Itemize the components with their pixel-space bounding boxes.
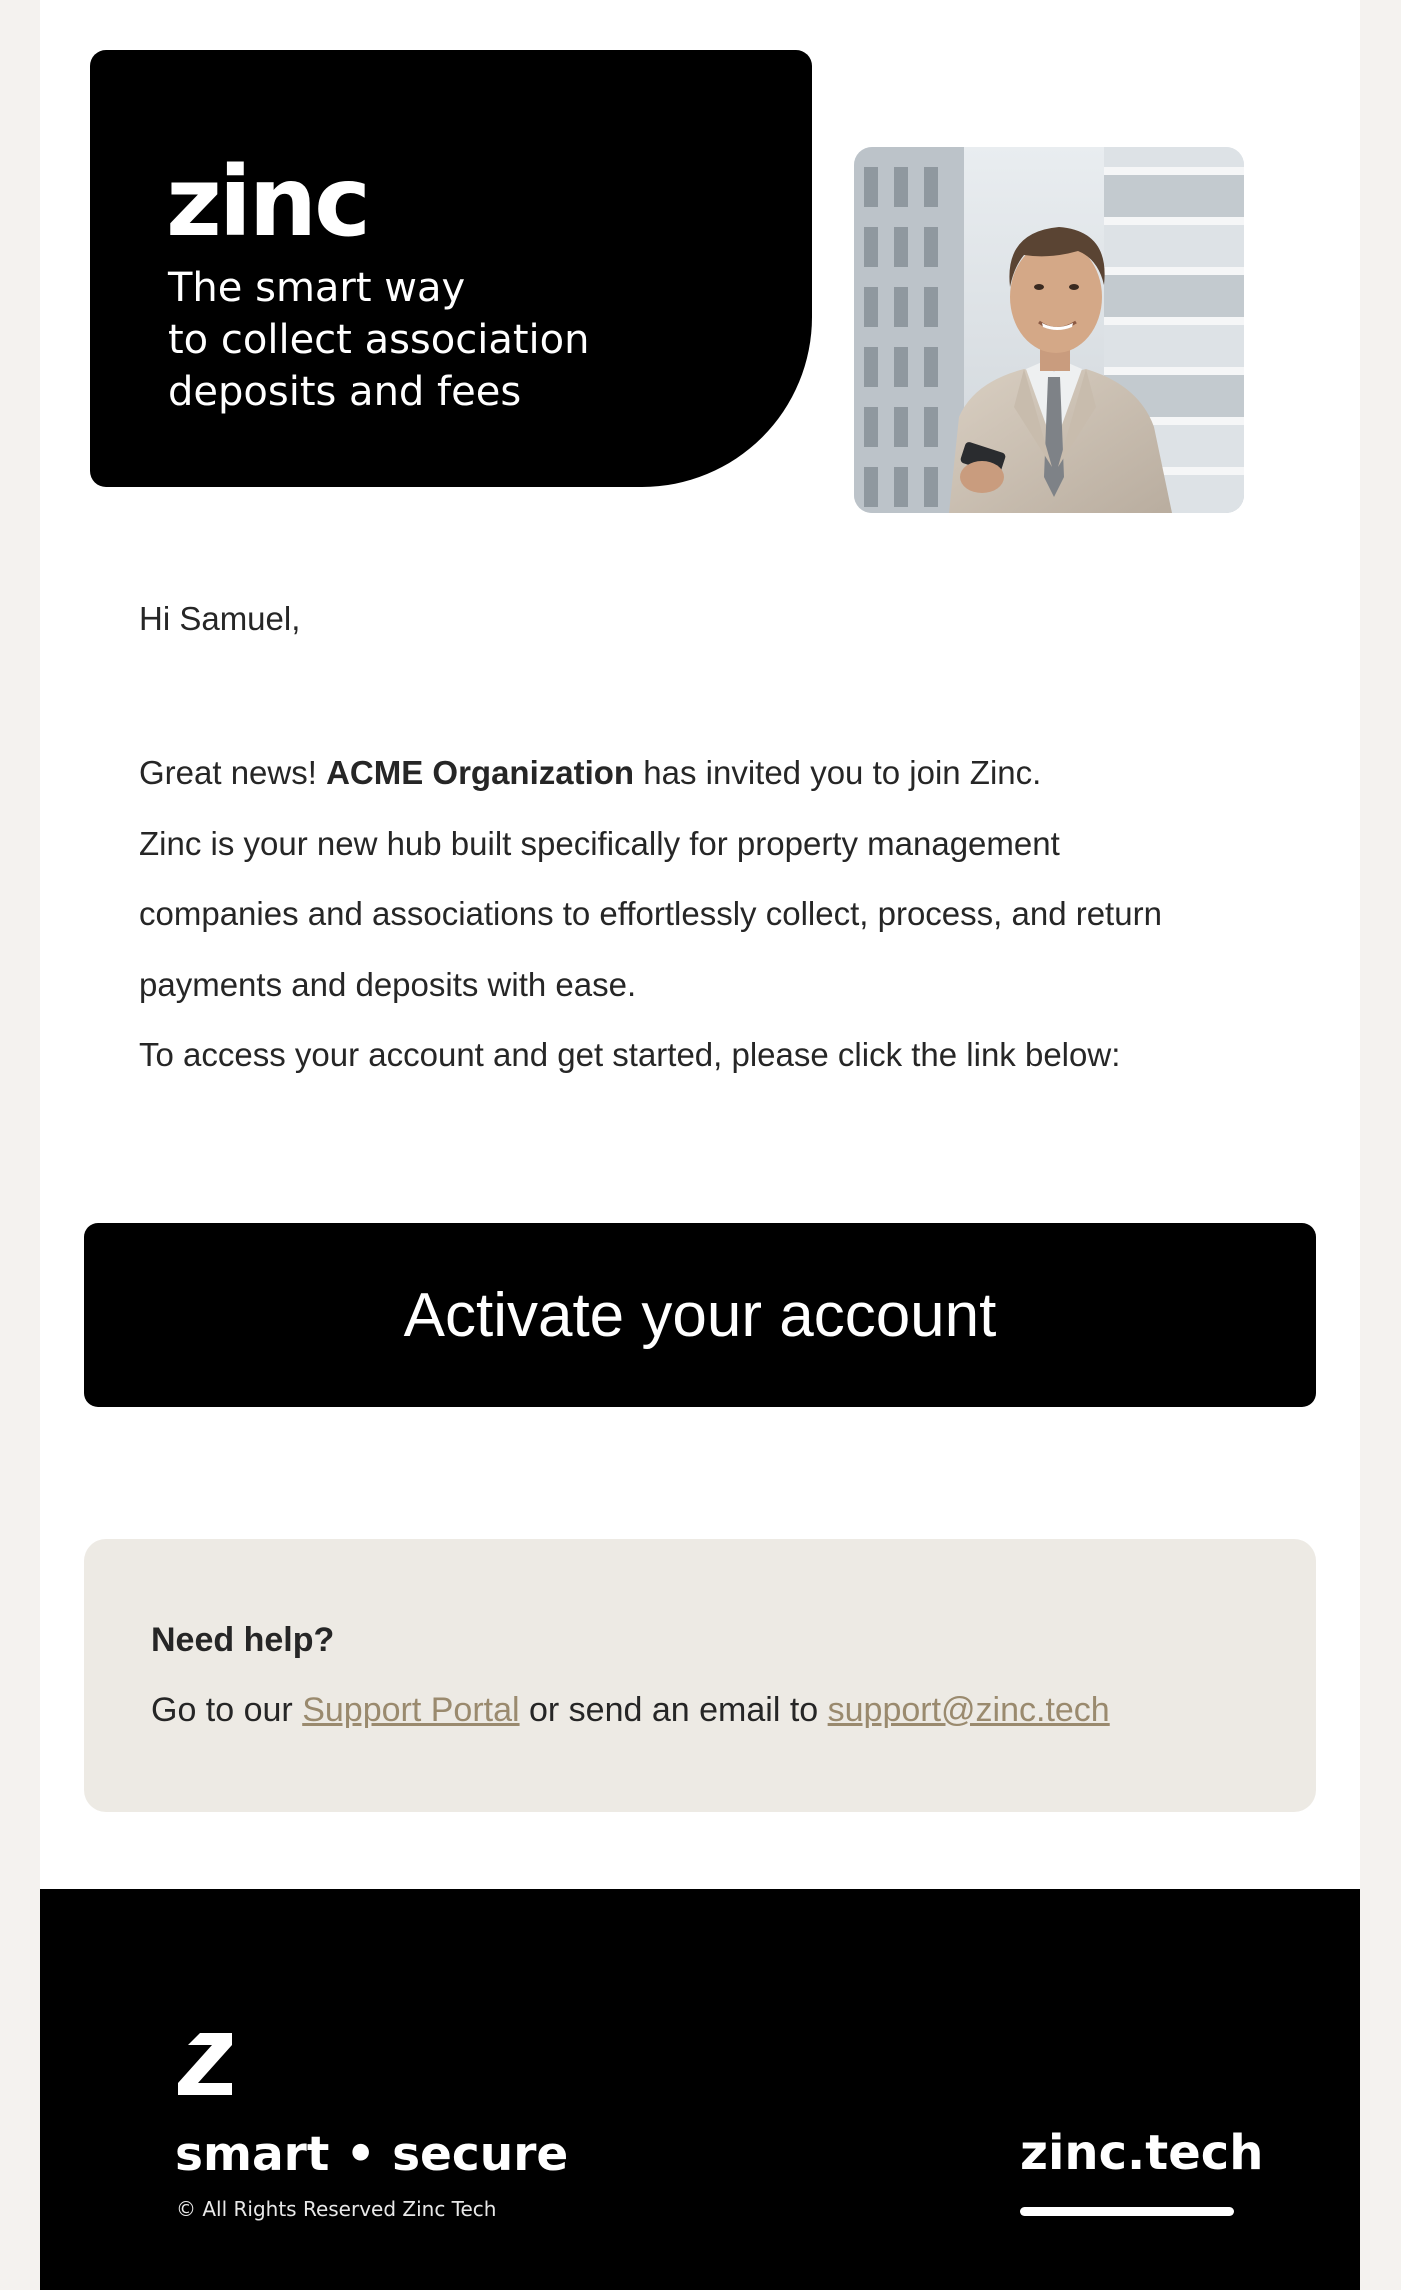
zinc-z-logo-icon xyxy=(174,2029,236,2099)
businessman-photo xyxy=(854,147,1244,513)
hero-tagline-line: to collect association xyxy=(168,317,590,363)
intro-prefix: Great news! xyxy=(139,754,327,791)
intro-paragraph xyxy=(139,738,1299,1091)
hero-tagline xyxy=(168,262,688,418)
footer-tagline: smart • secure xyxy=(175,2127,569,2182)
help-prefix: Go to our xyxy=(151,1691,303,1729)
intro-line xyxy=(139,738,1299,809)
footer xyxy=(40,1889,1360,2290)
intro-line: To access your account and get started, please click the link below: xyxy=(139,1036,1121,1073)
help-middle: or send an email to xyxy=(519,1691,828,1729)
help-box xyxy=(84,1539,1316,1812)
email-body xyxy=(40,0,1360,2290)
greeting-text: Hi Samuel, xyxy=(139,600,301,637)
organization-name: ACME Organization xyxy=(326,754,635,791)
help-title: Need help? xyxy=(151,1621,335,1659)
hero-card xyxy=(90,50,812,487)
zinc-tech-link[interactable]: zinc.tech xyxy=(1020,2125,1264,2181)
hero-tagline-line: The smart way xyxy=(168,265,466,311)
copyright-text: © All Rights Reserved Zinc Tech xyxy=(176,2197,497,2221)
intro-line: companies and associations to effortlessly collect, process, and return xyxy=(139,895,1162,932)
help-text xyxy=(151,1691,1110,1730)
intro-suffix: has invited you to join Zinc. xyxy=(634,754,1042,791)
hero-tagline-line: deposits and fees xyxy=(168,369,522,415)
intro-line: payments and deposits with ease. xyxy=(139,965,637,1003)
activate-account-button[interactable]: Activate your account xyxy=(84,1223,1316,1407)
zinc-logo: zinc xyxy=(166,146,369,258)
support-portal-link[interactable]: Support Portal xyxy=(302,1691,520,1729)
site-link-underline xyxy=(1020,2207,1234,2216)
intro-line: Zinc is your new hub built specifically for property management xyxy=(139,824,1060,862)
support-email-link[interactable]: support@zinc.tech xyxy=(827,1691,1110,1729)
